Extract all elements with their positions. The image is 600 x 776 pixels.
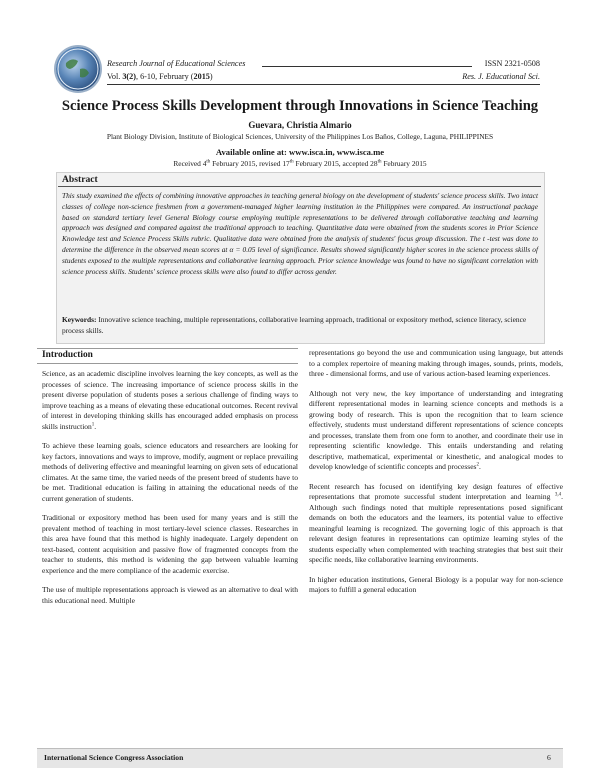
availability: Available online at: www.isca.in, www.isca.me xyxy=(215,147,385,157)
right-paragraph-3: Recent research has focused on identifying key design features of effective representations that promote successful student interpretation and learning $^{3,4}$. Although such findings noted that multiple representations posed significant demands on both the educators and the learners, its potential value to effective meaningful learning is recognized. The governing logic of this approach is that relevant design features in representations can optimize learning styles of the students especially when complemented with teaching strategies that best suit their specific needs, like collaborative learning environments. xyxy=(309,481,563,564)
author-name: Guevara, Christia Almario xyxy=(248,120,352,130)
intro-paragraph-2: To achieve these learning goals, science educators and researchers are looking for key factors, innovations and ways to improve, modify, augment or replace prevailing methods of delivering effective and meaningful learning on given sets of educational climates. At the same time, the varied needs of the present breed of students have to be met. Traditional education is failing in attaining the educational needs of the current generation of students. xyxy=(42,441,298,503)
introduction-heading: Introduction xyxy=(42,350,93,360)
right-column xyxy=(309,348,563,605)
footer-organization: International Science Congress Association xyxy=(44,753,184,762)
page-number: 6 xyxy=(547,753,551,762)
volume-info: Vol. 3(2), 6-10, February (2015) xyxy=(107,72,213,81)
header-rule xyxy=(107,84,540,85)
keywords: Keywords: Innovative science teaching, multiple representations, collaborative learning approach, traditional or expository method, science literacy, science process skills. xyxy=(62,315,527,335)
header-line xyxy=(262,66,472,67)
right-paragraph-2: Although not very new, the key importance of understanding and integrating different representational modes in learning science concepts and methods is a growing body of research. This is upon the recognition that to learn science effectively, students must understand different representations of science concepts and processes, translate them from one form to another, and coordinate their use in representing scientific knowledge. This entails understanding and relating descriptive, mathematical, experimental or kinesthetic, and analogical modes to develop knowledge of scientific concepts and processes$^2$. xyxy=(309,388,563,471)
abstract-heading: Abstract xyxy=(62,174,98,185)
intro-paragraph-3: Traditional or expository method has been used for many years and is still the prevalent method of teaching in most tertiary-level science classes. Researches in this area have found that this method is highly inadequate. Largely dependent on text-based, content acquisition and passive flow of fragmented concepts from the teacher to students, this method is widening the gap between valuable learning experience and the mere compliance of the academic exercise. xyxy=(42,513,298,575)
right-paragraph-1: representations go beyond the use and communication using language, but attends to a complex repertoire of meaning making through images, sounds, prints, models, three - dimensional forms, and use of various action-based learning experiences. xyxy=(309,348,563,378)
intro-paragraph-1: Science, as an academic discipline involves learning the key concepts, as well as the processes of science. The increasing importance of science process skills in the present diverse population of students poses a serious challenge of finding ways to improve teaching as a means of elevating these educational outcomes. Recent revival of interest in developing thinking skills has encouraged added emphasis on process skills instruction$^1$. xyxy=(42,369,298,431)
paper-title: Science Process Skills Development through Innovations in Science Teaching xyxy=(61,98,539,114)
abstract-text: This study examined the effects of combining innovative approaches in teaching general biology on the development of students' science process skills. Two intact classes of college non-science freshmen from a government-managed higher learning institution in the Philippines were compared. An instructional package based on standard tertiary level General Biology course employing multiple representations to be delivered through collaborative teaching and learning approach was designed and compared against the traditional approach to teaching. Quantitative data were obtained from the students scores in Prior Science Knowledge test and Science Process Skills rubric. Qualitative data were obtained from the analysis of students' focus group discussion. The t -test was done to determine the difference in the observed mean scores at α = 0.05 level of significance. Results showed significantly higher scores in the science process skills of students exposed to the multiple representations and collaborative learning approach. Prior science knowledge was found to have no significant correlation with science process skills. Students' science process skills were also found to differ across gender. xyxy=(62,191,538,276)
left-column xyxy=(42,369,298,615)
journal-name: Research Journal of Educational Sciences xyxy=(107,59,246,68)
right-paragraph-4: In higher education institutions, General Biology is a popular way for non-science majors to fulfill a general education xyxy=(309,574,563,594)
received-dates: Received 4th February 2015, revised 17th February 2015, accepted 28th February 2015 xyxy=(173,159,427,168)
issn: ISSN 2321-0508 xyxy=(484,59,540,68)
affiliation: Plant Biology Division, Institute of Biological Sciences, University of the Philippines Los Baños, College, Laguna, PHILIPPINES xyxy=(106,132,494,141)
intro-paragraph-4: The use of multiple representations approach is viewed as an alternative to deal with this educational need. Multiple xyxy=(42,585,298,605)
journal-abbreviation: Res. J. Educational Sci. xyxy=(462,72,540,81)
abstract-rule xyxy=(58,186,541,187)
journal-logo-icon xyxy=(56,47,100,91)
